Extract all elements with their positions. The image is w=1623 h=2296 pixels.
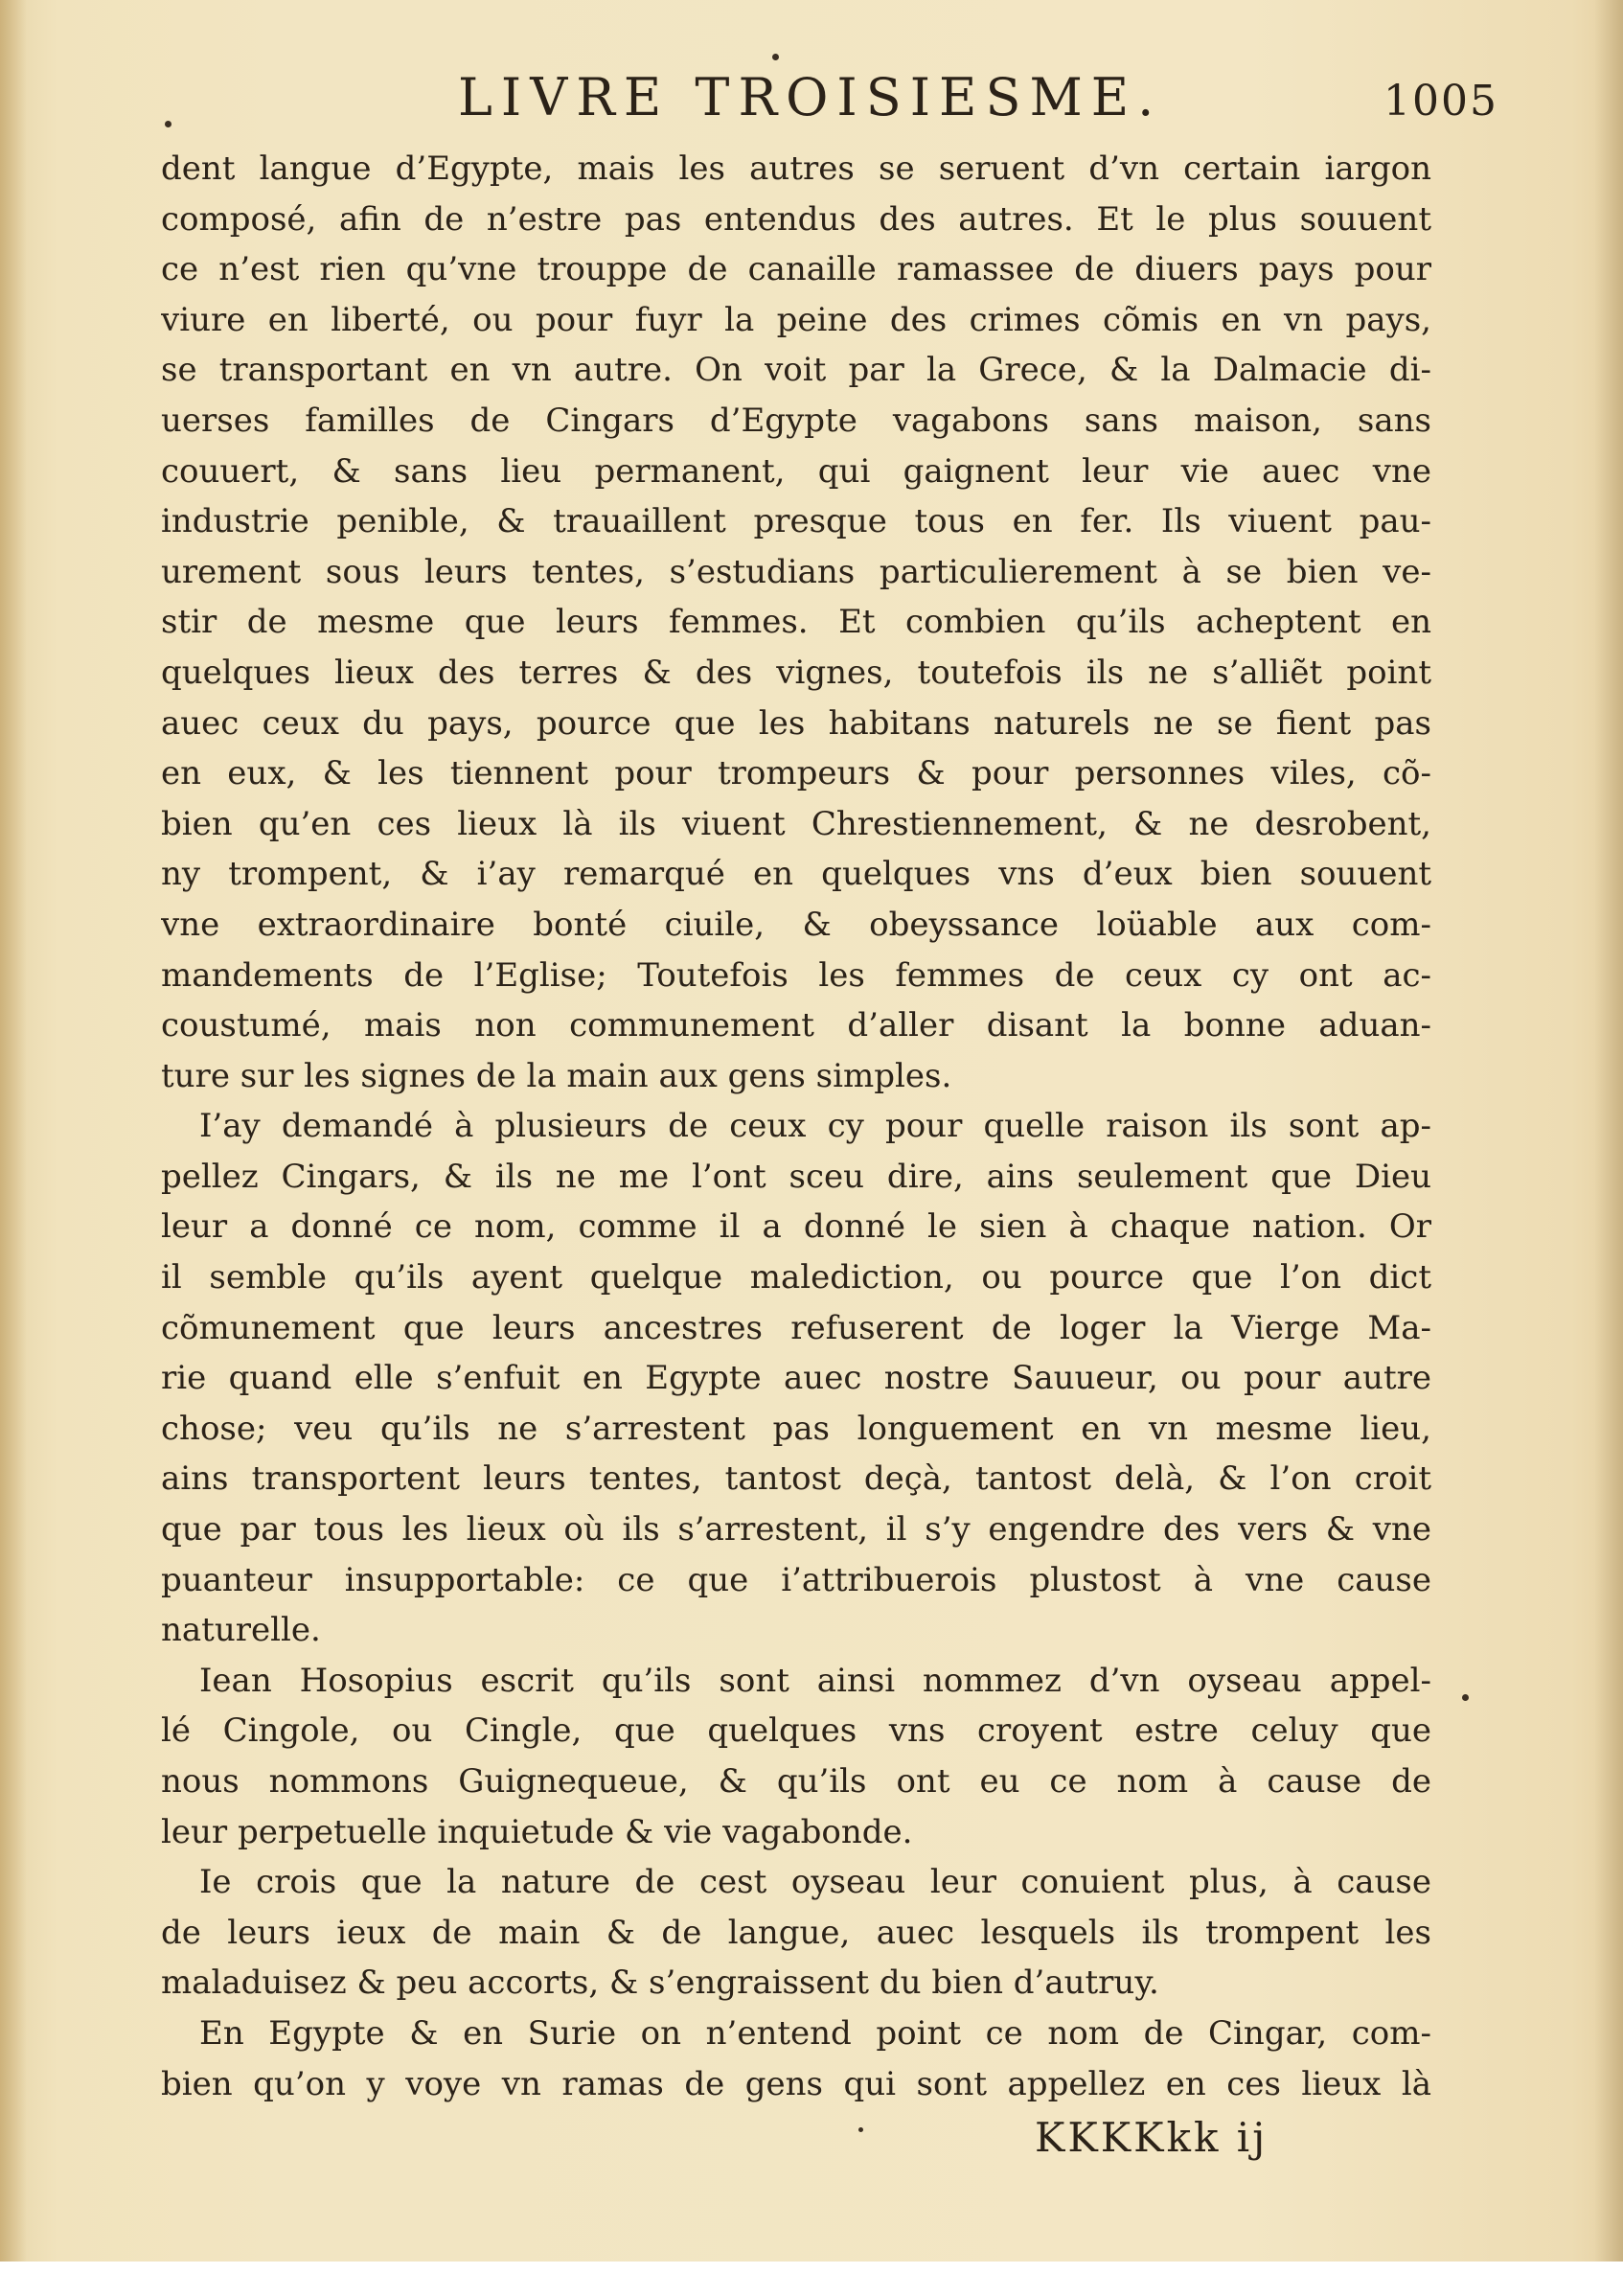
- text-line: lé Cingole, ou Cingle, que quelques vns croyent estre celuy que: [161, 1711, 1431, 1751]
- text-line: coustumé, mais non communement d’aller disant la bonne aduan-: [161, 1006, 1431, 1045]
- text-line: ny trompent, & i’ay remarqué en quelques vns d’eux bien souuent: [161, 855, 1431, 894]
- text-line: pellez Cingars, & ils ne me l’ont sceu dire, ains seulement que Dieu: [161, 1157, 1431, 1196]
- text-line: stir de mesme que leurs femmes. Et combien qu’ils acheptent en: [161, 603, 1431, 642]
- text-line: que par tous les lieux où ils s’arrestent, il s’y engendre des vers & vne: [161, 1510, 1431, 1550]
- ink-speck: [772, 54, 779, 60]
- folio-number: 1005: [1383, 77, 1498, 126]
- text-line: En Egypte & en Surie on n’entend point ce nom de Cingar, com-: [199, 2013, 1431, 2053]
- text-line: urement sous leurs tentes, s’estudians particulierement à se bien ve-: [161, 552, 1431, 591]
- text-line: vne extraordinaire bonté ciuile, & obeyssance loüable aux com-: [161, 905, 1431, 944]
- text-line: leur a donné ce nom, comme il a donné le sien à chaque nation. Or: [161, 1207, 1431, 1247]
- running-title: LIVRE TROISIESME.: [458, 67, 1163, 127]
- text-line: nous nommons Guignequeue, & qu’ils ont eu ce nom à cause de: [161, 1762, 1431, 1801]
- body-text: [161, 144, 1431, 2109]
- text-line: naturelle.: [161, 1611, 321, 1650]
- signature-mark: KKKKkk ij: [1035, 2114, 1269, 2161]
- text-line: uerses familles de Cingars d’Egypte vagabons sans maison, sans: [161, 401, 1431, 440]
- text-line: en eux, & les tiennent pour trompeurs & pour personnes viles, cõ-: [161, 754, 1431, 793]
- ink-speck: [858, 2127, 863, 2132]
- text-line: composé, afin de n’estre pas entendus des autres. Et le plus souuent: [161, 199, 1431, 239]
- text-line: viure en liberté, ou pour fuyr la peine des crimes cõmis en vn pays,: [161, 300, 1431, 339]
- page-header: [153, 59, 1498, 136]
- text-line: dent langue d’Egypte, mais les autres se seruent d’vn certain iargon: [161, 149, 1431, 188]
- text-line: couuert, & sans lieu permanent, qui gaignent leur vie auec vne: [161, 451, 1431, 491]
- text-line: puanteur insupportable: ce que i’attribuerois plustost à vne cause: [161, 1560, 1431, 1599]
- text-line: Ie crois que la nature de cest oyseau leur conuient plus, à cause: [199, 1863, 1431, 1902]
- text-line: ains transportent leurs tentes, tantost deçà, tantost delà, & l’on croit: [161, 1459, 1431, 1499]
- text-line: quelques lieux des terres & des vignes, toutefois ils ne s’alliẽt point: [161, 653, 1431, 692]
- text-line: auec ceux du pays, pource que les habitans naturels ne se fient pas: [161, 703, 1431, 743]
- text-line: industrie penible, & trauaillent presque tous en fer. Ils viuent pau-: [161, 502, 1431, 541]
- text-line: Iean Hosopius escrit qu’ils sont ainsi nommez d’vn oyseau appel-: [199, 1661, 1431, 1700]
- text-line: leur perpetuelle inquietude & vie vagabonde.: [161, 1812, 913, 1851]
- text-line: rie quand elle s’enfuit en Egypte auec nostre Sauueur, ou pour autre: [161, 1359, 1431, 1398]
- text-line: maladuisez & peu accorts, & s’engraissent du bien d’autruy.: [161, 1963, 1159, 2003]
- text-line: il semble qu’ils ayent quelque malediction, ou pource que l’on dict: [161, 1258, 1431, 1297]
- text-line: cõmunement que leurs ancestres refuserent de loger la Vierge Ma-: [161, 1308, 1431, 1347]
- text-line: bien qu’en ces lieux là ils viuent Chrestiennement, & ne desrobent,: [161, 804, 1431, 843]
- text-line: se transportant en vn autre. On voit par la Grece, & la Dalmacie di-: [161, 351, 1431, 390]
- text-line: I’ay demandé à plusieurs de ceux cy pour quelle raison ils sont ap-: [199, 1107, 1431, 1146]
- text-line: ture sur les signes de la main aux gens simples.: [161, 1056, 952, 1095]
- text-line: ce n’est rien qu’vne trouppe de canaille ramassee de diuers pays pour: [161, 250, 1431, 289]
- text-line: mandements de l’Eglise; Toutefois les femmes de ceux cy ont ac-: [161, 955, 1431, 995]
- ink-speck: [1462, 1694, 1469, 1701]
- text-line: chose; veu qu’ils ne s’arrestent pas longuement en vn mesme lieu,: [161, 1409, 1431, 1448]
- text-line: bien qu’on y voye vn ramas de gens qui sont appellez en ces lieux là: [161, 2064, 1431, 2103]
- text-line: de leurs ieux de main & de langue, auec lesquels ils trompent les: [161, 1913, 1431, 1952]
- ink-speck: [165, 121, 171, 127]
- page-edge-shadow: [1594, 0, 1623, 2262]
